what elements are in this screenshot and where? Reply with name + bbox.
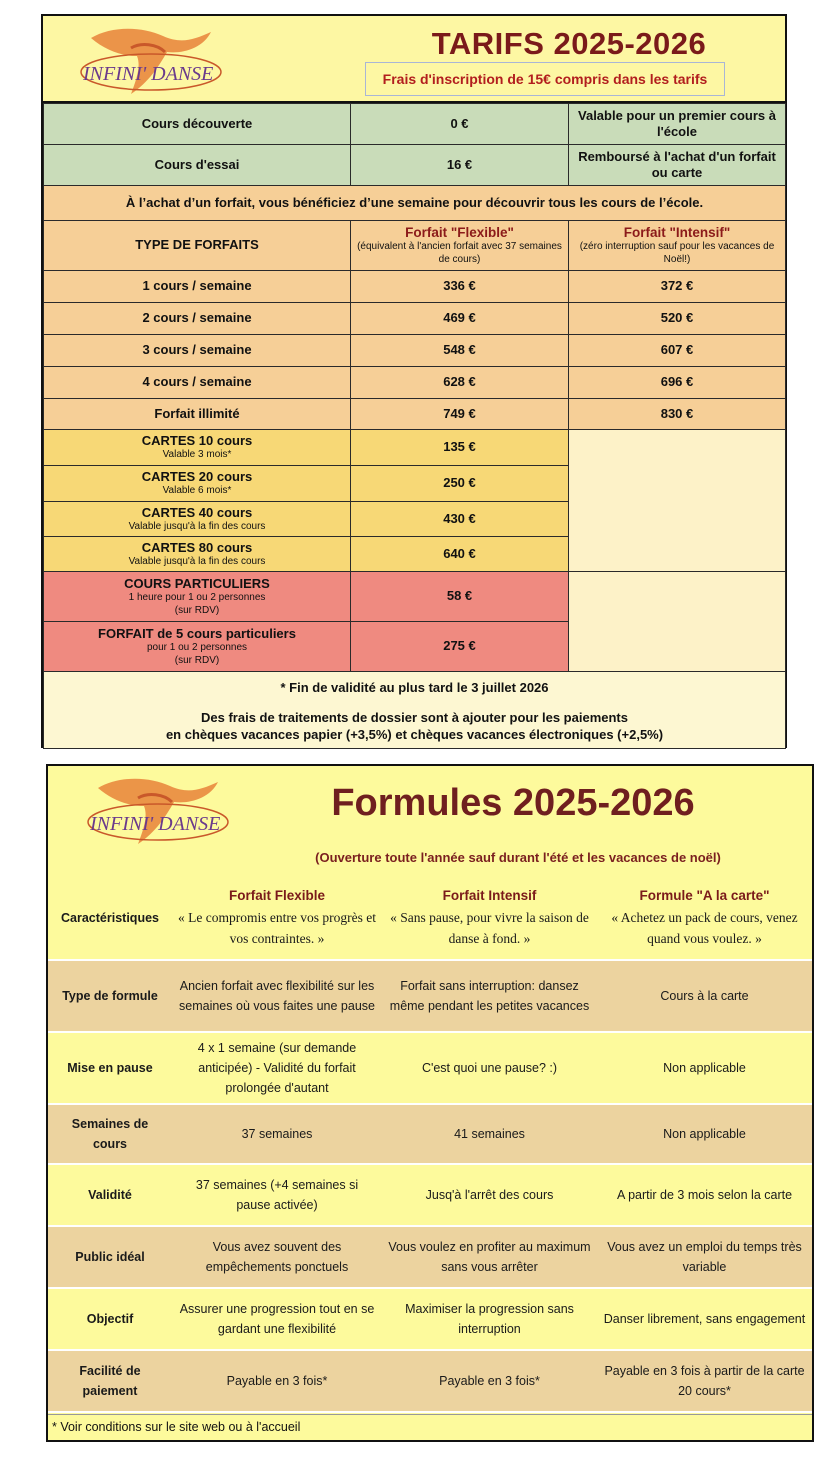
cell-a-la-carte: Payable en 3 fois à partir de la carte 20 cours* [597,1350,812,1412]
row-label: Validité [48,1164,172,1226]
column-header-flexible [351,221,569,271]
price-cell: 16 € [351,145,569,186]
note-cell: Valable pour un premier cours à l'école [569,104,786,145]
price-intensif: 520 € [569,303,786,335]
table-row [44,572,786,622]
formules-card [46,764,814,1442]
table-row [48,960,812,1032]
intensif-note: (zéro interruption sauf pour les vacances de Noël!) [579,241,775,265]
registration-fee-note: Frais d'inscription de 15€ compris dans les tarifs [365,62,725,96]
carte-label: CARTES 40 cours Valable jusqu'à la fin des cours [44,502,351,537]
cell-a-la-carte: Danser librement, sans engagement [597,1288,812,1350]
carte-label: CARTES 80 cours Valable jusqu'à la fin des cours [44,537,351,572]
cell-intensif: 41 semaines [382,1104,597,1164]
price-flexible: 336 € [351,271,569,303]
table-row [48,1104,812,1164]
row-label: Facilité de paiement [48,1350,172,1412]
column-header-intensif: Forfait Intensif « Sans pause, pour vivre la saison de danse à fond. » [382,876,597,960]
carte-label: CARTES 10 cours Valable 3 mois* [44,430,351,466]
page-title: TARIFS 2025-2026 [431,26,707,61]
infini-danse-logo [78,772,238,850]
price-flexible: 548 € [351,335,569,367]
cell-intensif: Vous voulez en profiter au maximum sans vous arrêter [382,1226,597,1288]
cell-a-la-carte: Non applicable [597,1104,812,1164]
price-flexible: 749 € [351,399,569,430]
particulier-price: 58 € [351,572,569,622]
row-label: Cours découverte [44,104,351,145]
tarifs-table [43,103,786,749]
table-row [48,1288,812,1350]
table-row [44,271,786,303]
cell-flexible: Vous avez souvent des empêchements ponctuels [172,1226,382,1288]
cell-intensif: Forfait sans interruption: dansez même pendant les petites vacances [382,960,597,1032]
column-header-intensif [569,221,786,271]
footer-row [44,672,786,749]
column-header-flexible: Forfait Flexible « Le compromis entre vos progrès et vos contraintes. » [172,876,382,960]
particulier-label: FORFAIT de 5 cours particuliers pour 1 ou 2 personnes (sur RDV) [44,622,351,672]
conditions-footnote: * Voir conditions sur le site web ou à l'accueil [48,1414,812,1440]
tarifs-card [41,14,787,748]
cell-intensif: Jusq'à l'arrêt des cours [382,1164,597,1226]
fees-note-line1: Des frais de traitements de dossier sont à ajouter pour les paiements [201,710,628,726]
price-cell: 0 € [351,104,569,145]
cell-a-la-carte: A partir de 3 mois selon la carte [597,1164,812,1226]
price-flexible: 628 € [351,367,569,399]
carte-price: 250 € [351,466,569,502]
price-intensif: 372 € [569,271,786,303]
table-row [44,145,786,186]
price-intensif: 696 € [569,367,786,399]
cell-flexible: Payable en 3 fois* [172,1350,382,1412]
table-row [48,1164,812,1226]
table-header-row [48,876,812,960]
table-row [48,1350,812,1412]
cell-intensif: Maximiser la progression sans interruption [382,1288,597,1350]
table-row [44,335,786,367]
row-label: 2 cours / semaine [44,303,351,335]
carte-label: CARTES 20 cours Valable 6 mois* [44,466,351,502]
table-header-row [44,221,786,271]
characteristics-header: Caractéristiques [48,876,172,960]
formules-title: Formules 2025-2026 [331,782,695,824]
row-label: 4 cours / semaine [44,367,351,399]
table-row [48,1226,812,1288]
price-intensif: 830 € [569,399,786,430]
particulier-price: 275 € [351,622,569,672]
cell-flexible: Assurer une progression tout en se gardant une flexibilité [172,1288,382,1350]
cell-intensif: C'est quoi une pause? :) [382,1032,597,1104]
cell-flexible: 4 x 1 semaine (sur demande anticipée) - Validité du forfait prolongée d'autant [172,1032,382,1104]
tarifs-header [43,16,785,103]
cell-a-la-carte: Non applicable [597,1032,812,1104]
cell-flexible: 37 semaines [172,1104,382,1164]
table-row [44,399,786,430]
cell-flexible: 37 semaines (+4 semaines si pause activée) [172,1164,382,1226]
row-label: 1 cours / semaine [44,271,351,303]
carte-price: 135 € [351,430,569,466]
row-label: Public idéal [48,1226,172,1288]
table-row [44,430,786,466]
row-label: Semaines de cours [48,1104,172,1164]
formules-table [48,876,812,1413]
svg-text:INFINI' DANSE: INFINI' DANSE [90,813,221,835]
price-flexible: 469 € [351,303,569,335]
validity-note: * Fin de validité au plus tard le 3 juillet 2026 [280,680,549,695]
column-header-type: TYPE DE FORFAITS [44,221,351,271]
cell-a-la-carte: Vous avez un emploi du temps très variable [597,1226,812,1288]
table-row [48,1032,812,1104]
table-row [44,367,786,399]
infini-danse-logo [71,22,231,100]
flexible-note: (équivalent à l'ancien forfait avec 37 semaines de cours) [357,241,562,265]
flexible-title: Forfait "Flexible" [405,224,514,240]
cell-intensif: Payable en 3 fois* [382,1350,597,1412]
table-row [44,303,786,335]
price-intensif: 607 € [569,335,786,367]
row-label: Mise en pause [48,1032,172,1104]
opening-note: (Ouverture toute l'année sauf durant l'été et les vacances de noël) [315,850,721,865]
row-label: Forfait illimité [44,399,351,430]
footer-notes [44,672,786,749]
row-label: Type de formule [48,960,172,1032]
fees-note-line2: en chèques vacances papier (+3,5%) et chèques vacances électroniques (+2,5%) [165,726,664,742]
banner-row [44,186,786,221]
cell-a-la-carte: Cours à la carte [597,960,812,1032]
svg-text:INFINI' DANSE: INFINI' DANSE [83,63,214,85]
particulier-label: COURS PARTICULIERS 1 heure pour 1 ou 2 personnes (sur RDV) [44,572,351,622]
discovery-week-banner: À l’achat d’un forfait, vous bénéficiez d’une semaine pour découvrir tous les cours de l’école. [44,186,786,221]
row-label: Objectif [48,1288,172,1350]
note-cell: Remboursé à l'achat d'un forfait ou carte [569,145,786,186]
row-label: 3 cours / semaine [44,335,351,367]
carte-price: 430 € [351,502,569,537]
carte-price: 640 € [351,537,569,572]
intensif-title: Forfait "Intensif" [623,224,731,240]
column-header-a-la-carte: Formule "A la carte" « Achetez un pack de cours, venez quand vous voulez. » [597,876,812,960]
table-row [44,104,786,145]
cell-flexible: Ancien forfait avec flexibilité sur les semaines où vous faites une pause [172,960,382,1032]
empty-cell [569,430,786,572]
row-label: Cours d'essai [44,145,351,186]
empty-cell [569,572,786,672]
